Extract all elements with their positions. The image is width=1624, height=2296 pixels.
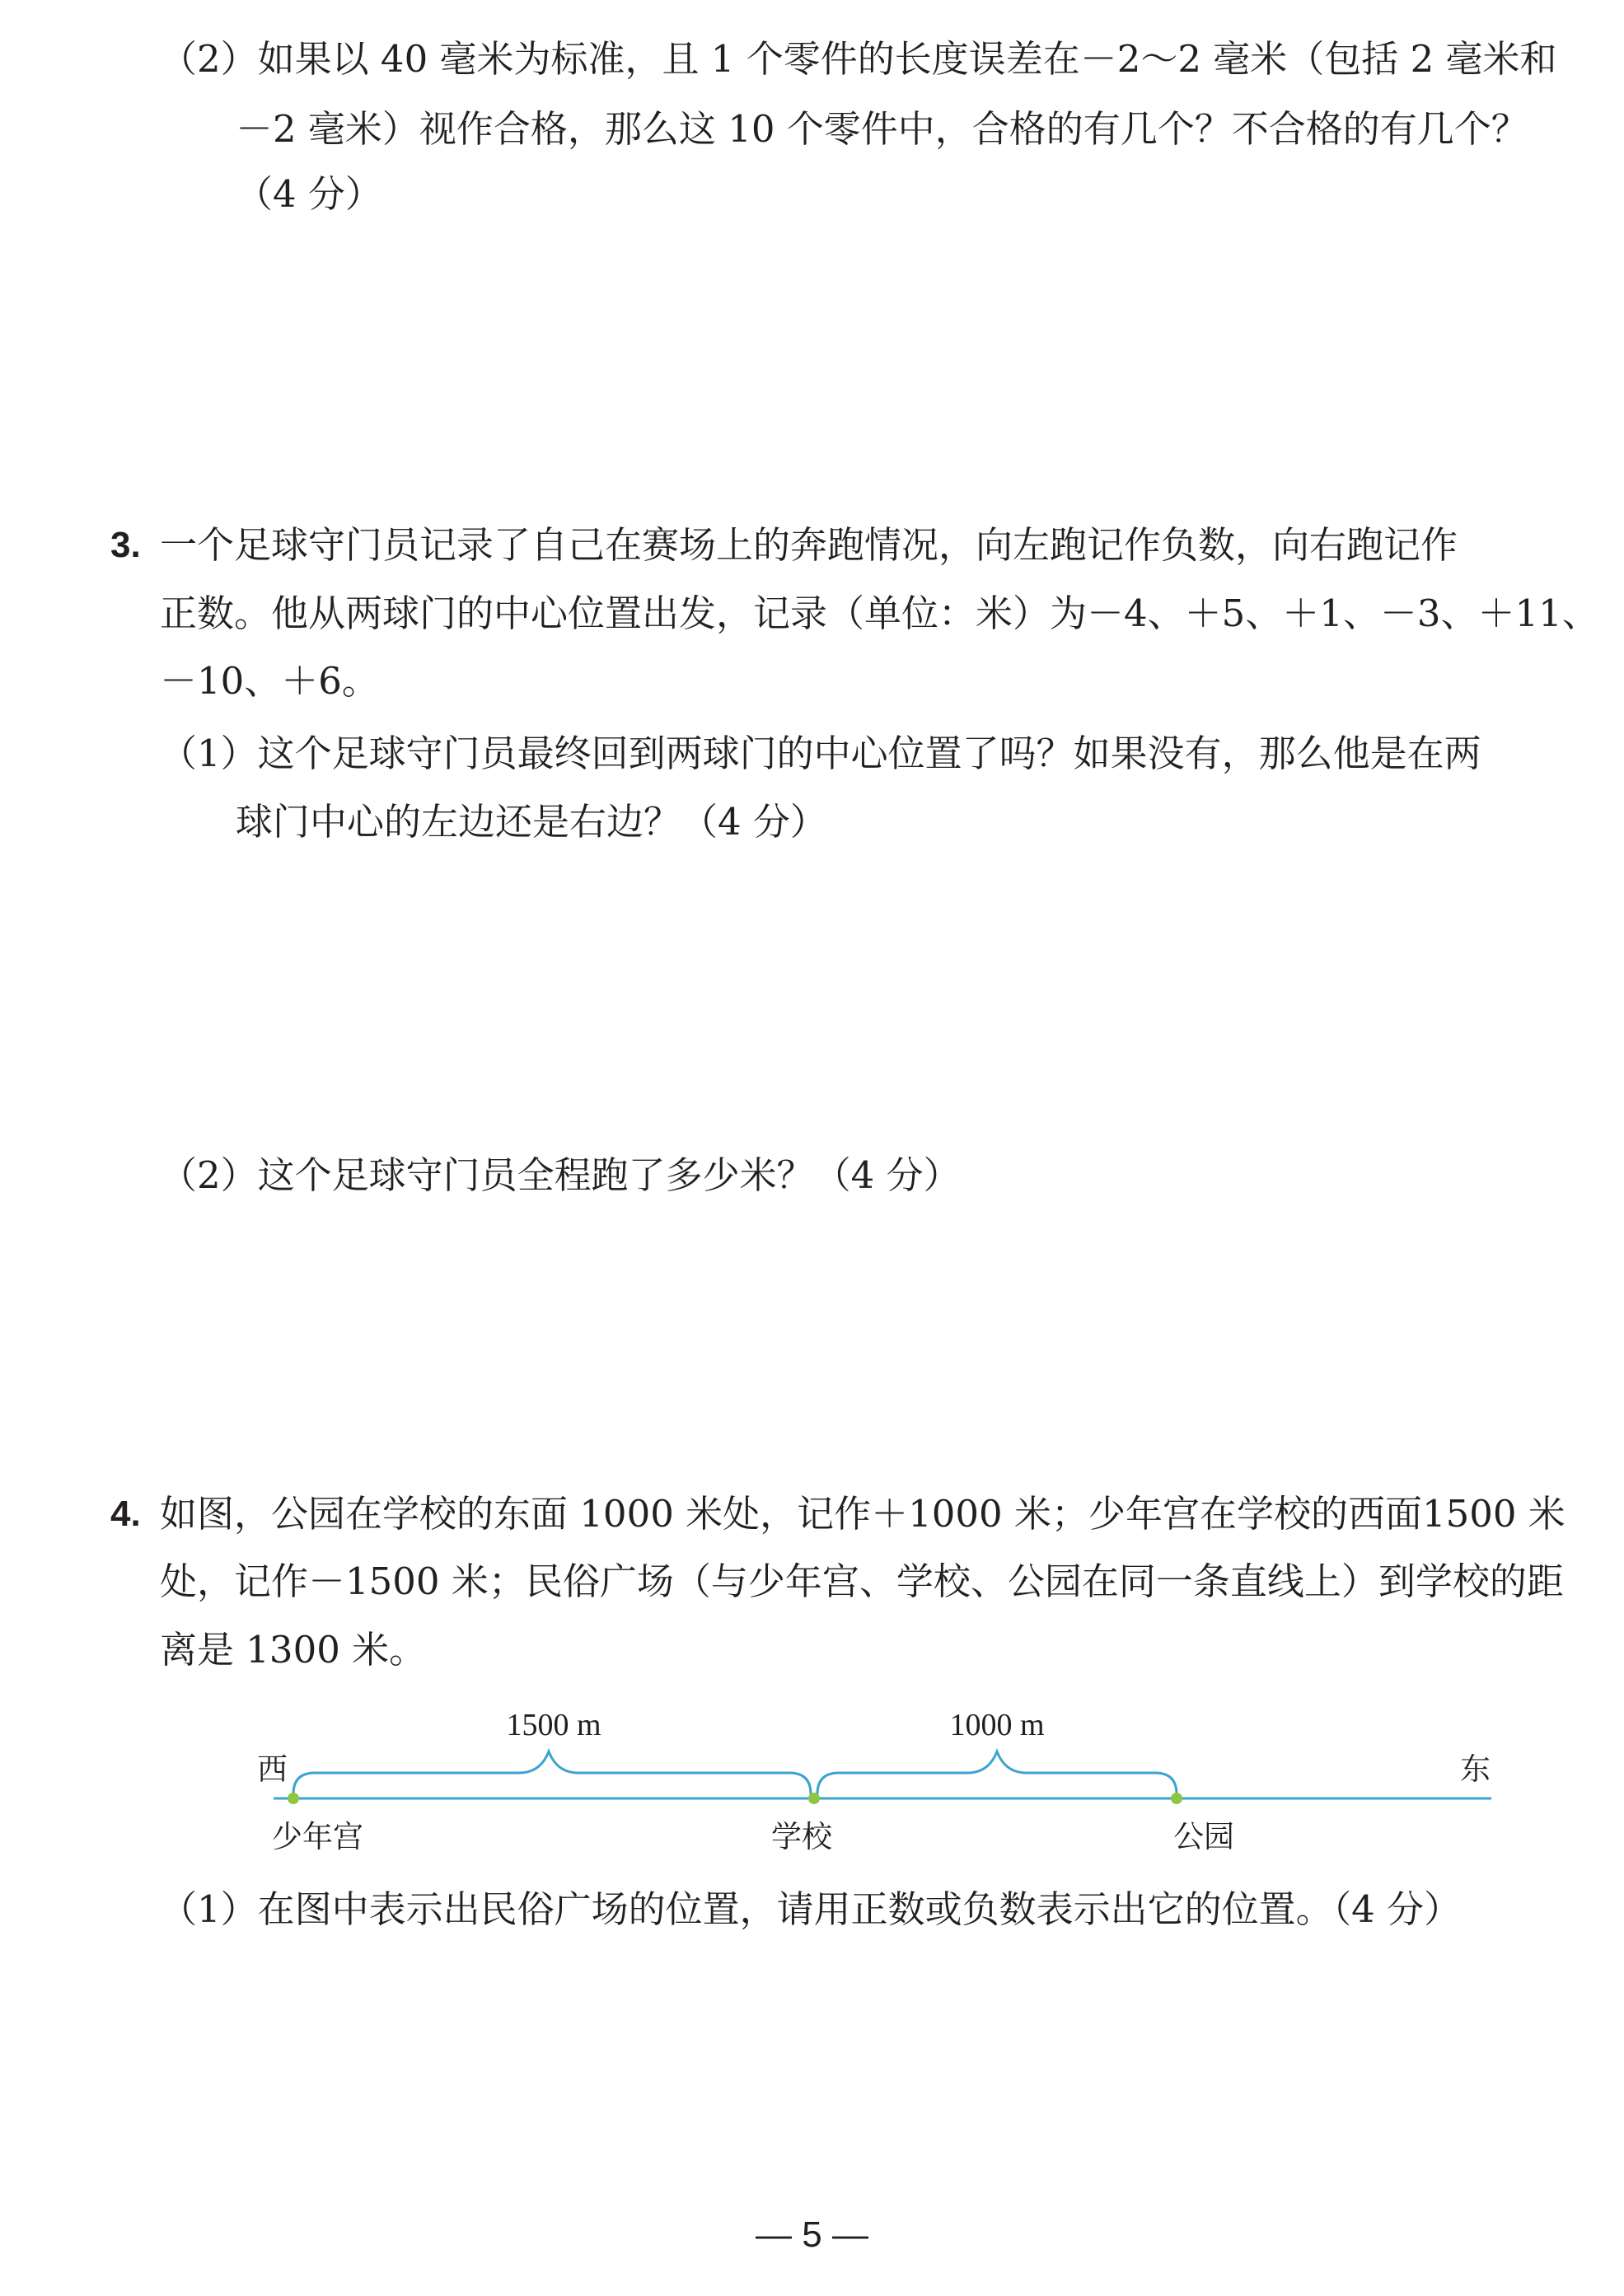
distance-label-right: 1000 m [949, 1708, 1045, 1742]
page-number: — 5 — [756, 2214, 868, 2255]
q3-number: 3. [110, 525, 141, 565]
point-school [808, 1793, 820, 1804]
q4-stem-line-1: 如图，公园在学校的东面 1000 米处，记作＋1000 米；少年宫在学校的西面1500 米 [160, 1492, 1565, 1536]
point-park [1171, 1793, 1182, 1804]
direction-west: 西 [257, 1751, 288, 1787]
label-youth-palace: 少年宫 [272, 1819, 363, 1854]
q2-part2-line-3: （4 分） [236, 172, 382, 216]
q4-stem-line-2: 处，记作－1500 米；民俗广场（与少年宫、学校、公园在同一条直线上）到学校的距 [160, 1560, 1564, 1603]
distance-brace-right [817, 1751, 1177, 1794]
q3-stem-line-2: 正数。他从两球门的中心位置出发，记录（单位：米）为－4、＋5、＋1、－3、＋11、 [160, 592, 1599, 635]
q3-part1-line-2: 球门中心的左边还是右边？（4 分） [236, 800, 827, 844]
q3-part1-line-1: （1）这个足球守门员最终回到两球门的中心位置了吗？如果没有，那么他是在两 [160, 732, 1481, 775]
q2-part2-line-1: （2）如果以 40 毫米为标准，且 1 个零件的长度误差在－2～2 毫米（包括 2 毫米和 [160, 37, 1557, 81]
q4-part1-line-1: （1）在图中表示出民俗广场的位置，请用正数或负数表示出它的位置。（4 分） [160, 1887, 1462, 1931]
point-youth-palace [288, 1793, 299, 1804]
number-line-diagram [0, 1697, 1624, 1878]
q3-part2-line-1: （2）这个足球守门员全程跑了多少米？（4 分） [160, 1153, 961, 1197]
q3-stem-line-3: －10、＋6。 [160, 659, 379, 703]
q4-number: 4. [110, 1494, 141, 1534]
distance-brace-left [293, 1751, 811, 1794]
direction-east: 东 [1460, 1751, 1491, 1787]
q3-stem-line-1: 一个足球守门员记录了自己在赛场上的奔跑情况，向左跑记作负数，向右跑记作 [160, 523, 1458, 567]
distance-label-left: 1500 m [506, 1708, 601, 1742]
q2-part2-line-2: －2 毫米）视作合格，那么这 10 个零件中，合格的有几个？不合格的有几个？ [236, 107, 1528, 151]
q4-stem-line-3: 离是 1300 米。 [160, 1628, 427, 1672]
label-school: 学校 [771, 1819, 832, 1854]
label-park: 公园 [1173, 1819, 1234, 1854]
